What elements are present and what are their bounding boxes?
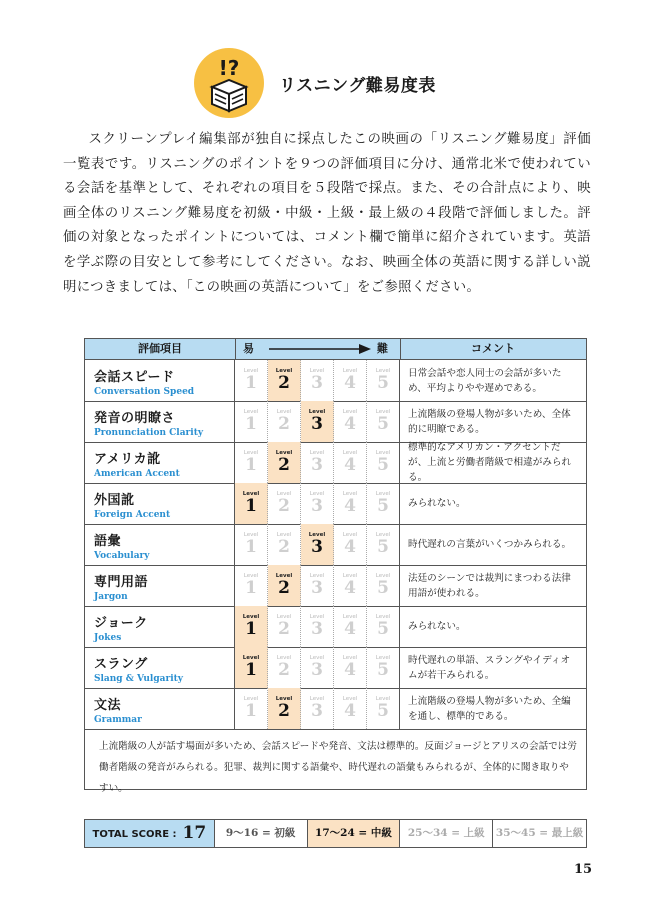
level-word: Level: [275, 696, 293, 702]
question-box-icon: [193, 47, 265, 119]
item-jp-label: 専門用語: [94, 575, 149, 590]
level-word: Level: [309, 655, 325, 661]
total-score-bar: [84, 819, 587, 848]
level-cell: [235, 524, 268, 565]
header-hard-label: 難: [377, 342, 388, 355]
level-word: Level: [342, 368, 358, 374]
level-number: 1: [245, 660, 257, 680]
item-en-label: Slang & Vulgarity: [94, 674, 184, 684]
item-comment-text: 法廷のシーンでは裁判にまつわる法律用語が使われる。: [408, 572, 571, 599]
svg-text:!?: !?: [218, 56, 240, 80]
item-comment-text: 日常会話や恋人同士の会話が多いため、平均よりやや遅めである。: [408, 367, 562, 394]
level-number: 4: [344, 414, 356, 434]
level-word: Level: [309, 614, 325, 620]
level-cell: [301, 688, 334, 729]
level-number: 5: [377, 537, 389, 557]
level-word: Level: [275, 573, 293, 579]
level-number: 4: [344, 619, 356, 639]
item-comment: [400, 483, 586, 524]
level-number: 2: [278, 455, 290, 475]
level-word: Level: [275, 368, 293, 374]
intro-paragraph: [63, 128, 591, 300]
level-word: Level: [243, 696, 259, 702]
level-number: 2: [278, 414, 290, 434]
level-number: 4: [344, 496, 356, 516]
level-number: 5: [377, 414, 389, 434]
item-name: [85, 606, 235, 647]
level-cell: [334, 360, 367, 401]
level-cell: [334, 483, 367, 524]
item-name: [85, 647, 235, 688]
header-item-label: 評価項目: [85, 339, 236, 359]
level-cell: [235, 688, 268, 729]
item-name: [85, 401, 235, 442]
level-cell: [301, 401, 334, 442]
level-number: 1: [245, 701, 257, 721]
level-cell: [334, 565, 367, 606]
difficulty-table: [84, 338, 587, 794]
level-number: 2: [278, 537, 290, 557]
item-en-label: Conversation Speed: [94, 387, 195, 397]
item-comment-text: 時代遅れの言葉がいくつかみられる。: [408, 539, 572, 550]
level-number: 5: [377, 455, 389, 475]
level-cell: [367, 565, 400, 606]
page-number: 15: [574, 862, 593, 877]
item-en-label: Foreign Accent: [94, 510, 171, 520]
item-comment: [400, 401, 586, 442]
level-word: Level: [242, 655, 260, 661]
level-number: 2: [278, 701, 290, 721]
level-word: Level: [342, 614, 358, 620]
item-en-label: Vocabulary: [94, 551, 150, 561]
level-word: Level: [375, 696, 391, 702]
header-easy-label: 易: [243, 342, 254, 355]
table-row: [85, 442, 586, 484]
level-number: 4: [344, 701, 356, 721]
item-comment-text: みられない。: [408, 621, 466, 632]
level-word: Level: [375, 532, 391, 538]
level-number: 3: [311, 701, 323, 721]
total-score: [85, 820, 215, 847]
level-number: 2: [278, 496, 290, 516]
item-name: [85, 565, 235, 606]
level-cell: [235, 565, 268, 606]
level-number: 5: [377, 701, 389, 721]
level-word: Level: [342, 696, 358, 702]
intro-text: スクリーンプレイ編集部が独自に採点したこの映画の「リスニング難易度」評価一覧表です。リスニングのポイントを９つの評価項目に分け、通常北米で使われている会話を基準として、それぞれの項目を５段階で採点。また、その合計点により、映画全体のリスニング難易度を初級・中級・上級・最上級の４段階で評価しました。評価の対象となったポイントについては、コメント欄で簡単に紹介されています。英語を学ぶ際の目安として参考にしてください。なお、映画全体の英語に関する詳しい説明につきましては、「この映画の英語について」をご参照ください。: [63, 132, 591, 295]
level-cell: [268, 360, 301, 401]
level-word: Level: [243, 450, 259, 456]
level-number: 1: [245, 455, 257, 475]
table-row: [85, 524, 586, 566]
level-number: 3: [311, 660, 323, 680]
level-number: 3: [311, 619, 323, 639]
level-word: Level: [342, 655, 358, 661]
level-number: 1: [245, 496, 257, 516]
level-word: Level: [375, 614, 391, 620]
level-cell: [268, 483, 301, 524]
level-number: 3: [311, 373, 323, 393]
level-word: Level: [375, 655, 391, 661]
level-cell: [367, 483, 400, 524]
level-number: 4: [344, 455, 356, 475]
item-en-label: American Accent: [94, 469, 180, 479]
level-word: Level: [342, 491, 358, 497]
table-row: [85, 565, 586, 607]
level-number: 3: [311, 537, 323, 557]
level-number: 4: [344, 373, 356, 393]
level-cell: [268, 442, 301, 483]
level-word: Level: [309, 491, 325, 497]
level-word: Level: [275, 450, 293, 456]
score-range: 35〜45 = 最上級: [495, 827, 584, 839]
item-jp-label: ジョーク: [94, 616, 148, 631]
level-cell: [334, 647, 367, 688]
item-jp-label: 語彙: [94, 534, 122, 549]
level-cell: [334, 442, 367, 483]
level-number: 2: [278, 660, 290, 680]
table-row: [85, 647, 586, 689]
level-number: 4: [344, 537, 356, 557]
level-word: Level: [308, 409, 326, 415]
level-number: 5: [377, 660, 389, 680]
level-word: Level: [309, 450, 325, 456]
total-score-value: 17: [182, 823, 207, 843]
level-word: Level: [276, 491, 292, 497]
item-en-label: Grammar: [94, 715, 142, 725]
score-range: 25〜34 = 上級: [400, 820, 493, 847]
level-cell: [301, 524, 334, 565]
level-cell: [268, 647, 301, 688]
item-name: [85, 688, 235, 729]
item-comment: [400, 442, 586, 483]
level-cell: [235, 442, 268, 483]
item-name: [85, 483, 235, 524]
level-number: 5: [377, 373, 389, 393]
level-cell: [235, 647, 268, 688]
level-word: Level: [375, 491, 391, 497]
level-word: Level: [276, 655, 292, 661]
item-en-label: Pronunciation Clarity: [94, 428, 204, 438]
item-jp-label: アメリカ訛: [94, 452, 161, 467]
level-word: Level: [375, 450, 391, 456]
level-number: 2: [278, 373, 290, 393]
item-comment: [400, 647, 586, 688]
summary-comment: 上流階級の人が話す場面が多いため、会話スピードや発音、文法は標準的。反面ジョージとアリスの会話では労働者階級の発音がみられる。犯罪、裁判に関する語彙や、時代遅れの語彙もみられるが、全体的に聞き取りやすい。: [99, 741, 577, 794]
item-name: [85, 524, 235, 565]
item-comment-text: 上流階級の登場人物が多いため、全体的に明瞭である。: [408, 408, 571, 435]
level-word: Level: [243, 368, 259, 374]
level-word: Level: [276, 532, 292, 538]
level-cell: [301, 565, 334, 606]
level-cell: [235, 606, 268, 647]
score-range: 17〜24 = 中級: [308, 820, 401, 847]
level-number: 5: [377, 578, 389, 598]
level-cell: [301, 442, 334, 483]
item-jp-label: スラング: [94, 657, 148, 672]
level-cell: [301, 647, 334, 688]
level-word: Level: [342, 409, 358, 415]
level-number: 3: [311, 496, 323, 516]
level-cell: [367, 688, 400, 729]
level-cell: [334, 524, 367, 565]
item-comment: [400, 688, 586, 729]
table-row: [85, 401, 586, 443]
level-number: 1: [245, 414, 257, 434]
level-number: 3: [311, 455, 323, 475]
level-cell: [268, 688, 301, 729]
level-cell: [334, 606, 367, 647]
level-word: Level: [375, 409, 391, 415]
item-name: [85, 442, 235, 483]
total-score-label: TOTAL SCORE :: [92, 829, 177, 840]
level-word: Level: [375, 573, 391, 579]
level-cell: [301, 606, 334, 647]
level-word: Level: [342, 532, 358, 538]
level-word: Level: [242, 491, 260, 497]
level-number: 4: [344, 578, 356, 598]
level-number: 2: [278, 578, 290, 598]
level-cell: [235, 401, 268, 442]
page-header: [193, 47, 436, 119]
arrow-right-icon: [265, 339, 375, 359]
item-jp-label: 文法: [94, 698, 122, 713]
item-comment: [400, 360, 586, 401]
header-comment-label: コメント: [471, 342, 515, 355]
page-title: リスニング難易度表: [279, 75, 436, 96]
level-cell: [268, 524, 301, 565]
level-word: Level: [276, 409, 292, 415]
level-cell: [367, 401, 400, 442]
level-cell: [235, 360, 268, 401]
level-number: 5: [377, 619, 389, 639]
table-row: [85, 360, 586, 402]
item-comment-text: 上流階級の登場人物が多いため、全編を通し、標準的である。: [408, 695, 571, 722]
item-comment: [400, 565, 586, 606]
level-word: Level: [342, 450, 358, 456]
item-en-label: Jokes: [94, 633, 122, 643]
level-word: Level: [342, 573, 358, 579]
level-cell: [334, 401, 367, 442]
table-row: [85, 606, 586, 648]
score-range: 9〜16 = 初級: [215, 820, 308, 847]
level-cell: [301, 360, 334, 401]
level-word: Level: [243, 573, 259, 579]
item-comment-text: 時代遅れの単語、スラングやイディオムが若干みられる。: [408, 654, 571, 681]
item-comment-text: 標準的なアメリカン・アクセントだが、上流と労働者階級で相違がみられる。: [408, 442, 572, 483]
level-cell: [235, 483, 268, 524]
table-header: [85, 339, 586, 360]
level-word: Level: [243, 409, 259, 415]
level-word: Level: [308, 532, 326, 538]
level-cell: [367, 606, 400, 647]
item-jp-label: 外国訛: [94, 493, 135, 508]
item-comment: [400, 606, 586, 647]
level-word: Level: [276, 614, 292, 620]
level-cell: [301, 483, 334, 524]
level-word: Level: [309, 696, 325, 702]
level-number: 3: [311, 578, 323, 598]
item-comment: [400, 524, 586, 565]
level-number: 4: [344, 660, 356, 680]
item-jp-label: 会話スピード: [94, 370, 175, 385]
item-jp-label: 発音の明瞭さ: [94, 411, 176, 426]
level-cell: [367, 442, 400, 483]
level-number: 2: [278, 619, 290, 639]
table-row: [85, 483, 586, 525]
level-number: 1: [245, 537, 257, 557]
level-cell: [367, 524, 400, 565]
item-comment-text: みられない。: [408, 498, 466, 509]
level-cell: [367, 647, 400, 688]
level-number: 3: [311, 414, 323, 434]
level-word: Level: [309, 368, 325, 374]
level-number: 5: [377, 496, 389, 516]
level-word: Level: [375, 368, 391, 374]
level-cell: [268, 401, 301, 442]
item-en-label: Jargon: [94, 592, 128, 602]
level-cell: [367, 360, 400, 401]
level-word: Level: [243, 532, 259, 538]
level-cell: [334, 688, 367, 729]
level-number: 1: [245, 578, 257, 598]
item-name: [85, 360, 235, 401]
level-cell: [268, 565, 301, 606]
level-number: 1: [245, 619, 257, 639]
table-row: [85, 688, 586, 730]
level-word: Level: [309, 573, 325, 579]
level-cell: [268, 606, 301, 647]
level-number: 1: [245, 373, 257, 393]
level-word: Level: [242, 614, 260, 620]
